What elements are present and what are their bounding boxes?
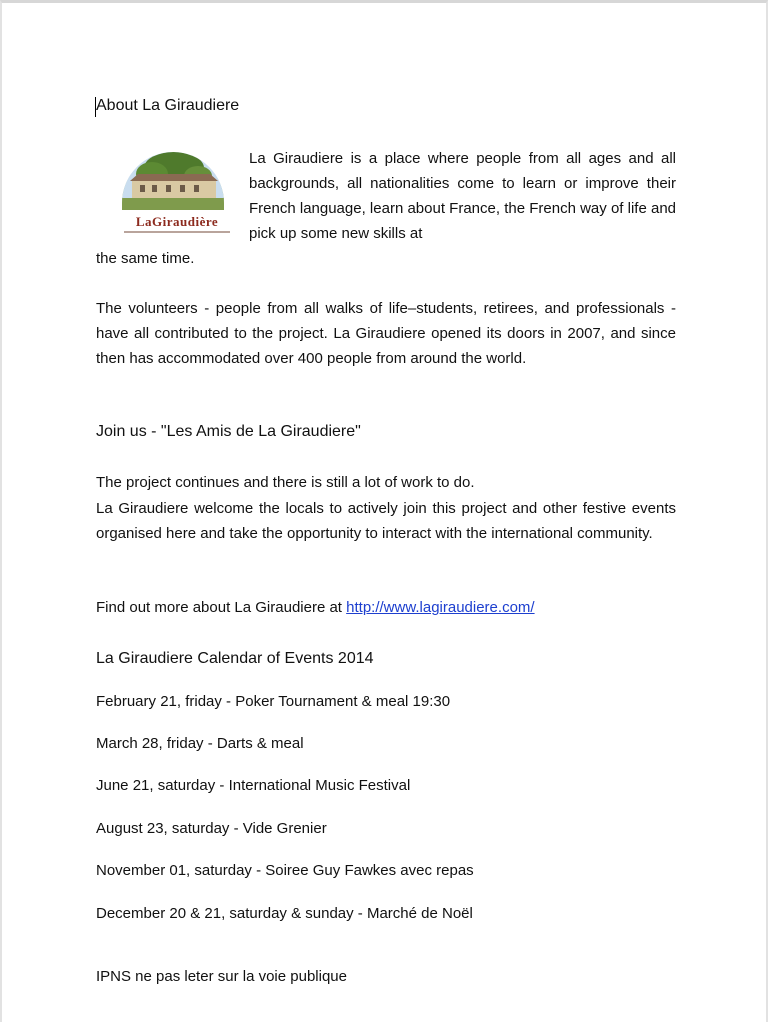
- calendar-heading: La Giraudiere Calendar of Events 2014: [96, 650, 374, 667]
- event-item: August 23, saturday - Vide Grenier: [96, 820, 327, 837]
- find-out-more-line: [96, 599, 535, 616]
- project-line: The project continues and there is still a lot of work to do.: [96, 474, 475, 491]
- event-item: February 21, friday - Poker Tournament & meal 19:30: [96, 693, 451, 710]
- volunteers-paragraph: The volunteers - people from all walks of life–students, retirees, and professionals - have all contributed to the project. La Giraudiere opened its doors in 2007, and since then has accommodated over 400 people from around the world.: [96, 300, 676, 367]
- heading-join-us: Join us - "Les Amis de La Giraudiere": [96, 423, 361, 440]
- event-item: December 20 & 21, saturday & sunday - Marché de Noël: [96, 905, 473, 922]
- event-item: March 28, friday - Darts & meal: [96, 735, 304, 752]
- intro-paragraph-tail: the same time.: [96, 250, 195, 267]
- logo-wordmark: LaGiraudière: [135, 214, 219, 229]
- footer-note: IPNS ne pas leter sur la voie publique: [96, 968, 347, 985]
- welcome-paragraph: La Giraudiere welcome the locals to actively join this project and other festive events organised here and take the opportunity to interact with the international community.: [96, 500, 676, 542]
- heading-about: About La Giraudiere: [96, 97, 240, 114]
- building-illustration: [122, 152, 224, 210]
- logo-building-photo: [122, 152, 224, 210]
- event-item: June 21, saturday - International Music Festival: [96, 777, 411, 794]
- find-out-more-text: Find out more about La Giraudiere at: [96, 599, 347, 616]
- website-link[interactable]: http://www.lagiraudiere.com/: [346, 599, 535, 616]
- la-giraudiere-logo: [114, 152, 240, 236]
- logo-tagline-line: [124, 231, 230, 233]
- intro-paragraph: La Giraudiere is a place where people from all ages and all backgrounds, all nationalities come to learn or improve their French language, learn about France, the French way of life and pick up some new skills at: [249, 150, 676, 242]
- event-item: November 01, saturday - Soiree Guy Fawkes avec repas: [96, 862, 474, 879]
